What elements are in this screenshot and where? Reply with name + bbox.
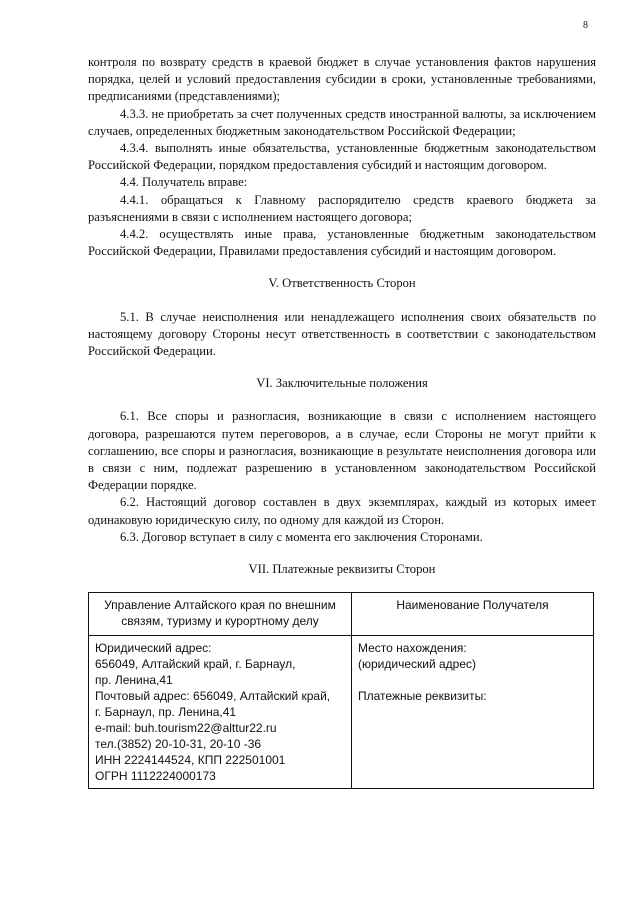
- clause-4-3-3: 4.3.3. не приобретать за счет полученных средств иностранной валюты, за исключением случаев, определенных бюджетным законодательством Российской Федерации;: [88, 106, 596, 138]
- legal-address-label: Юридический адрес:: [95, 641, 212, 656]
- location-note: (юридический адрес): [358, 657, 477, 672]
- location-label: Место нахождения:: [358, 641, 467, 656]
- clause-6-3: 6.3. Договор вступает в силу с момента его заключения Сторонами.: [120, 529, 483, 544]
- postal-address-line-1: Почтовый адрес: 656049, Алтайский край,: [95, 689, 331, 704]
- table-header-row: [89, 593, 594, 636]
- clause-4-3-2-continuation: контроля по возврату средств в краевой бюджет в случае установления фактов нарушения порядка, целей и условий предоставления субсидии в сроки, установленные требованиями, предписаниями (представлениями);: [88, 55, 596, 104]
- clause-4-4-1: 4.4.1. обращаться к Главному распорядителю средств краевого бюджета за разъяснениями в связи с исполнением настоящего договора;: [88, 192, 596, 224]
- clause-4-3-4: 4.3.4. выполнять иные обязательства, установленные бюджетным законодательством Российской Федерации, порядком предоставления субсидий и настоящим договором.: [88, 141, 596, 173]
- clause-4-4: 4.4. Получатель вправе:: [120, 175, 248, 190]
- section-6-title: VI. Заключительные положения: [256, 376, 428, 391]
- email-line: e-mail: buh.tourism22@alttur22.ru: [95, 721, 277, 736]
- page-number: 8: [583, 20, 588, 31]
- document-body: [88, 54, 596, 789]
- clause-4-4-2: 4.4.2. осуществлять иные права, установленные бюджетным законодательством Российской Федерации, Правилами предоставления субсидий и настоящим договором.: [88, 227, 596, 259]
- legal-address-line-2: пр. Ленина,41: [95, 673, 173, 688]
- payment-details-label: Платежные реквизиты:: [358, 689, 487, 704]
- phone-line: тел.(3852) 20-10-31, 20-10 -36: [95, 737, 262, 752]
- left-party-details: [89, 636, 352, 789]
- right-party-details: [352, 636, 594, 789]
- right-party-header: Наименование Получателя: [352, 593, 594, 636]
- legal-address-line-1: 656049, Алтайский край, г. Барнаул,: [95, 657, 296, 672]
- table-details-row: [89, 636, 594, 789]
- clause-5-1: 5.1. В случае неисполнения или ненадлежащего исполнения своих обязательств по настоящему договору Стороны несут ответственность в соответствии с законодательством Российской Федерации.: [88, 309, 596, 359]
- ogrn-line: ОГРН 1112224000173: [95, 769, 216, 784]
- postal-address-line-2: г. Барнаул, пр. Ленина,41: [95, 705, 237, 720]
- left-party-header: Управление Алтайского края по внешним связям, туризму и курортному делу: [89, 593, 352, 636]
- payment-details-table: [88, 592, 594, 789]
- inn-kpp-line: ИНН 2224144524, КПП 222501001: [95, 753, 286, 768]
- section-5-title: V. Ответственность Сторон: [268, 276, 416, 291]
- clause-6-1: 6.1. Все споры и разногласия, возникающие в связи с исполнением настоящего договора, разрешаются путем переговоров, а в случае, если Стороны не могут прийти к соглашению, все споры и разногласия, возникающие в результате неисполнения договора или в связи с ним, подлежат разрешению в установленном законодательством Российской Федерации порядке.: [88, 409, 596, 493]
- clause-6-2: 6.2. Настоящий договор составлен в двух экземплярах, каждый из которых имеет одинаковую юридическую силу, по одному для каждой из Сторон.: [88, 495, 596, 527]
- section-7-title: VII. Платежные реквизиты Сторон: [248, 562, 436, 577]
